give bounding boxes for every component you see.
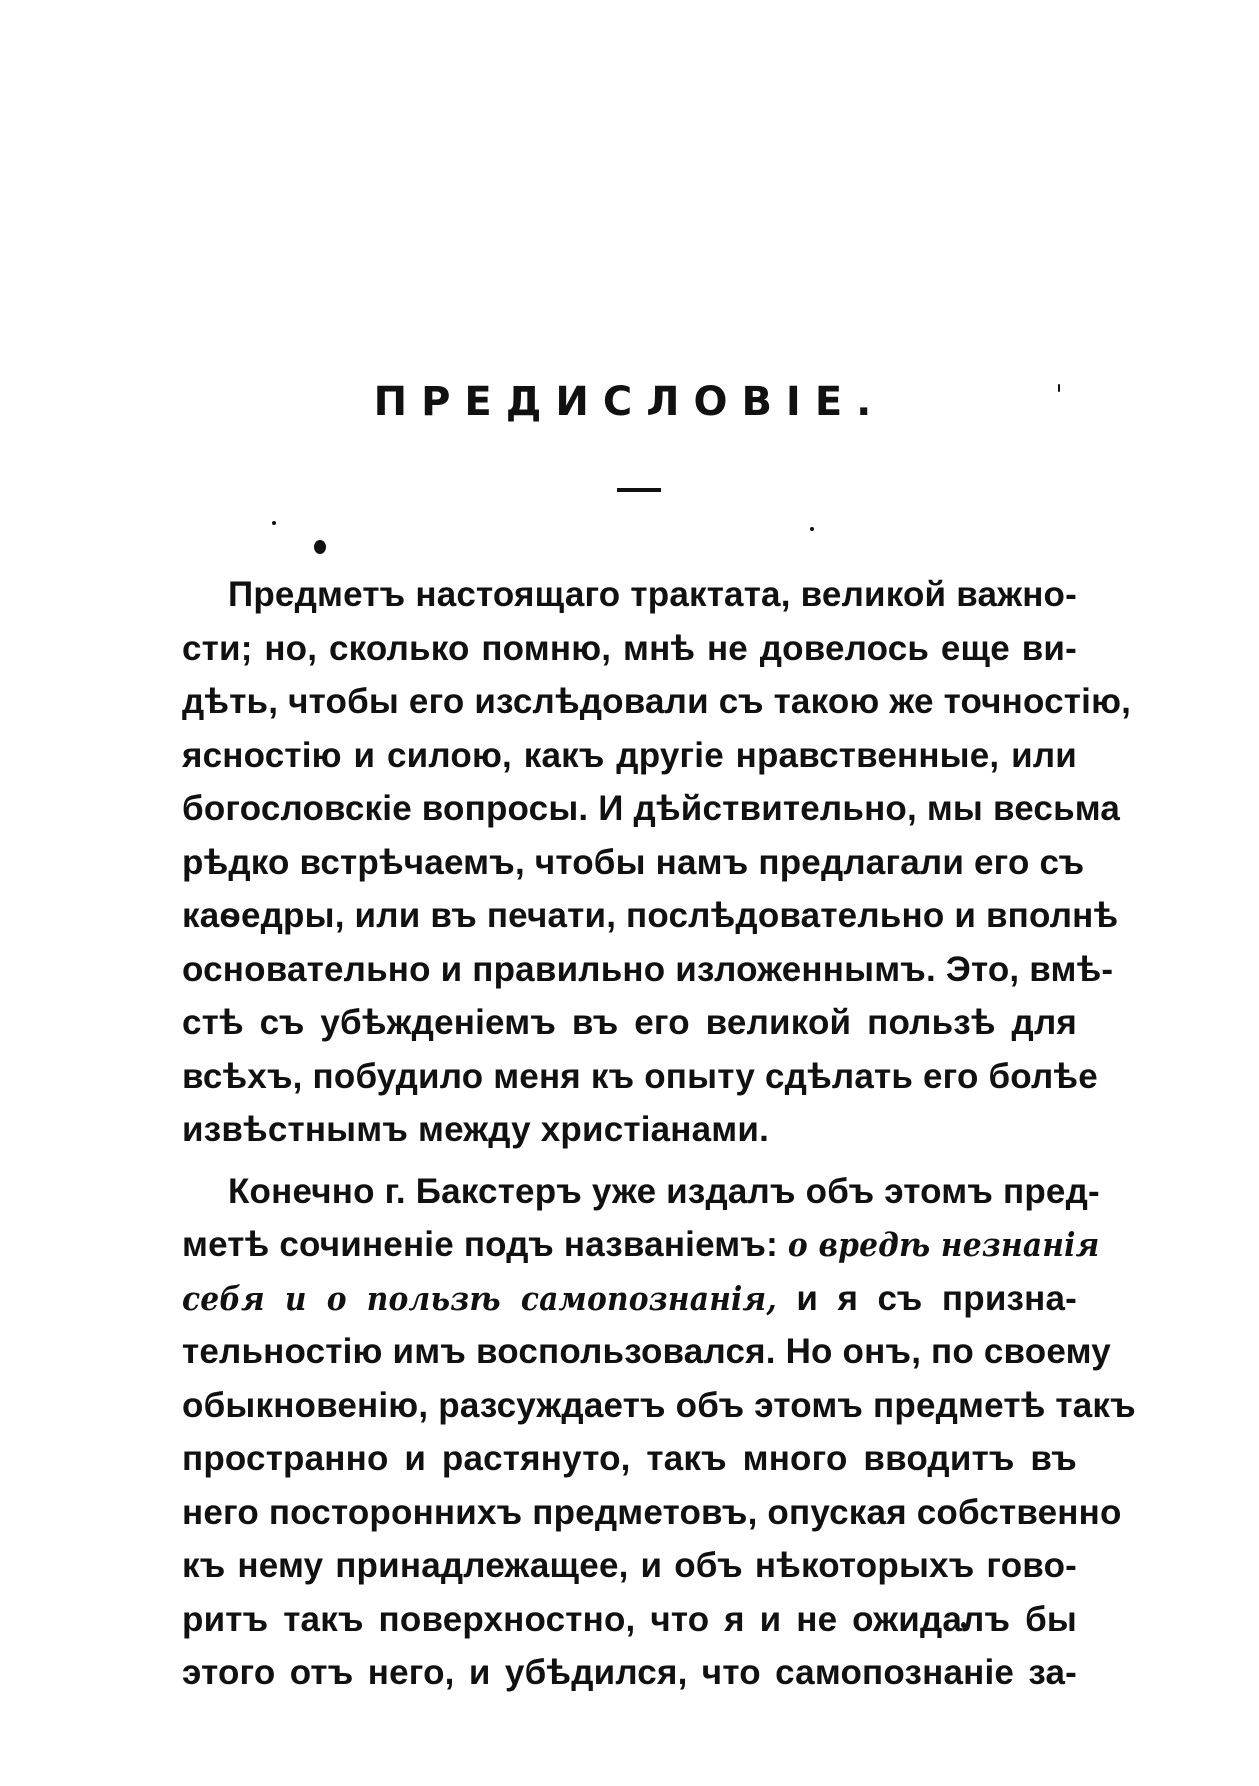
paragraph-1-line: сти; но, сколько помню, мнѣ не довелось еще ви- [182, 628, 1077, 668]
print-speck [1058, 384, 1060, 392]
paragraph-1-line: богословскіе вопросы. И дѣйствительно, мы весьма [182, 789, 1121, 828]
paragraph-1-line: каѳедры, или въ печати, послѣдовательно и вполнѣ [182, 896, 1119, 935]
paragraph-1-line: стѣ съ убѣжденіемъ въ его великой пользѣ для [182, 1003, 1077, 1042]
paragraph-1-line: Предметъ настоящаго трактата, великой важно- [228, 575, 1077, 614]
paragraph-2-line-mixed [182, 1218, 1100, 1272]
print-speck [272, 521, 276, 525]
paragraph-2-line: тельностію имъ воспользовался. Но онъ, по своему [182, 1332, 1111, 1371]
paragraph-1-line: всѣхъ, побудило меня къ опыту сдѣлать его болѣе [182, 1056, 1098, 1096]
paragraph-1-line: основательно и правильно изложеннымъ. Это, вмѣ- [182, 949, 1114, 989]
paragraph-2-line: ритъ такъ поверхностно, что я и не ожидалъ бы [182, 1599, 1077, 1639]
paragraph-2-line: пространно и растянуто, такъ много вводитъ въ [182, 1439, 1077, 1478]
paragraph-2-line: этого отъ него, и убѣдился, что самопознаніе за- [182, 1653, 1077, 1692]
paragraph-1-line: извѣстнымъ между христіанами. [182, 1110, 770, 1149]
paragraph-1-line: ясностію и силою, какъ другіе нравственные, или [182, 735, 1077, 775]
paragraph-2-line: къ нему принадлежащее, и объ нѣкоторыхъ гово- [182, 1546, 1077, 1585]
paragraph-2-text: метѣ сочиненіе подъ названіемъ: [182, 1225, 778, 1264]
paragraph-1-line: дѣть, чтобы его изслѣдовали съ такою же точностію, [182, 682, 1132, 721]
italic-title-fragment: о вредѣ незнанія [787, 1225, 1100, 1264]
title-rule [617, 488, 661, 492]
paragraph-2-line: обыкновенію, разсуждаетъ объ этомъ предметѣ такъ [182, 1385, 1136, 1425]
paragraph-2-line: него постороннихъ предметовъ, опуская собственно [182, 1492, 1122, 1532]
italic-title-fragment: себя и о пользѣ самопознанія, [182, 1278, 777, 1318]
paragraph-gap [182, 1157, 1077, 1165]
print-speck [314, 540, 326, 554]
paragraph-2-line-mixed [182, 1272, 1077, 1326]
body-text [182, 568, 1136, 1700]
paragraph-2-line: Конечно г. Бакстеръ уже издалъ объ этомъ пред- [228, 1171, 1100, 1211]
page-title: ПРЕДИСЛОВІЕ. [373, 379, 886, 425]
paragraph-1-line: рѣдко встрѣчаемъ, чтобы намъ предлагали его съ [182, 842, 1085, 882]
paragraph-2-text: и я съ призна- [796, 1278, 1077, 1318]
print-speck [810, 527, 814, 531]
